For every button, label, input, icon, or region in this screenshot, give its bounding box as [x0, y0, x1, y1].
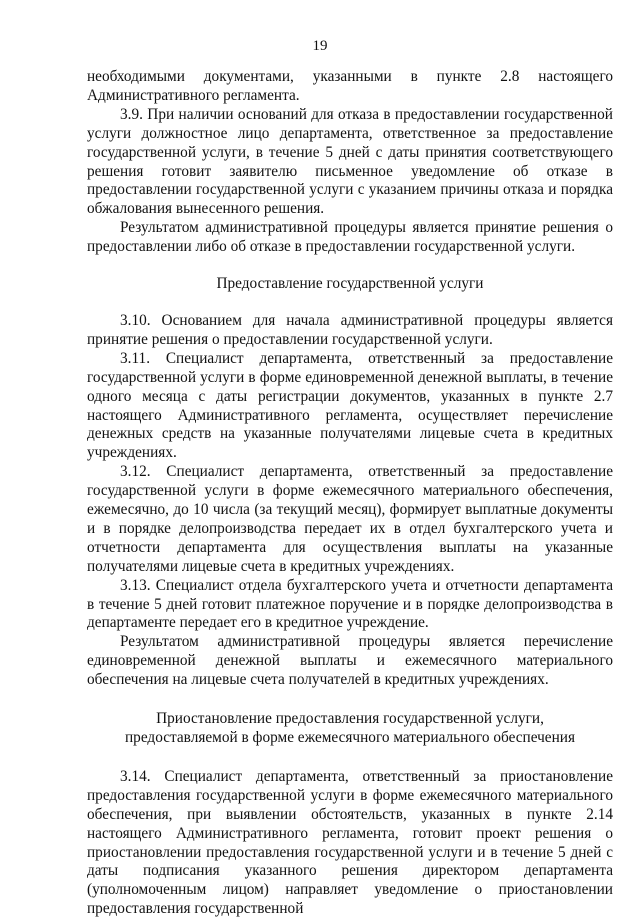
paragraph-3-13: 3.13. Специалист отдела бухгалтерского учета и отчетности департамента в течение 5 дней готовит платежное поручение и в порядке делопроизводства в департаменте передает его в кредитное учреждение.: [87, 576, 613, 632]
paragraph-3-14: 3.14. Специалист департамента, ответственный за приостановление предоставления государственной услуги в форме ежемесячного материального обеспечения, при выявлении обстоятельств, указанных в пункте 2.14 настоящего Административного регламента, готовит проект решения о приостановлении предоставления государственной услуги и в течение 5 дней с даты подписания указанного решения директором департамента (уполномоченным лицом) направляет уведомление о приостановлении предоставления государственной: [87, 767, 613, 918]
section-heading-provision: Предоставление государственной услуги: [216, 275, 484, 293]
paragraph-3-11: 3.11. Специалист департамента, ответственный за предоставление государственной услуги в форме единовременной денежной выплаты, в течение одного месяца с даты регистрации документов, указанных в пункте 2.7 настоящего Административного регламента, осуществляет перечисление денежных средств на указанные получателями лицевые счета в кредитных учреждениях.: [87, 349, 613, 462]
paragraph-result-1: Результатом административной процедуры является принятие решения о предоставлении либо об отказе в предоставлении государственной услуги.: [87, 219, 613, 256]
section-heading-suspension-line1: Приостановление предоставления государственной услуги,: [156, 710, 544, 728]
paragraph-continuation: необходимыми документами, указанными в пункте 2.8 настоящего Административного регламента.: [87, 68, 613, 104]
paragraph-3-10: 3.10. Основанием для начала административной процедуры является принятие решения о предоставлении государственной услуги.: [87, 311, 613, 348]
paragraph-result-2: Результатом административной процедуры является перечисление единовременной денежной выплаты и ежемесячного материального обеспечения на лицевые счета получателей в кредитных учреждениях.: [87, 633, 613, 689]
page-number: 19: [312, 38, 328, 54]
document-body: [87, 68, 613, 919]
section-heading-suspension-line2: предоставляемой в форме ежемесячного материального обеспечения: [124, 729, 576, 746]
paragraph-3-9: 3.9. При наличии оснований для отказа в предоставлении государственной услуги должностное лицо департамента, ответственное за предоставление государственной услуги, в течение 5 дней с даты принятия соответствующего решения готовит заявителю письменное уведомление об отказе в предоставлении государственной услуги с указанием причины отказа и порядка обжалования вынесенного решения.: [87, 105, 613, 218]
paragraph-3-12: 3.12. Специалист департамента, ответственный за предоставление государственной услуги в форме ежемесячного материального обеспечения, ежемесячно, до 10 числа (за текущий месяц), формирует выплатные документы и в порядке делопроизводства передает их в отдел бухгалтерского учета и отчетности департамента для осуществления выплаты на указанные получателями лицевые счета в кредитных учреждениях.: [87, 463, 613, 575]
